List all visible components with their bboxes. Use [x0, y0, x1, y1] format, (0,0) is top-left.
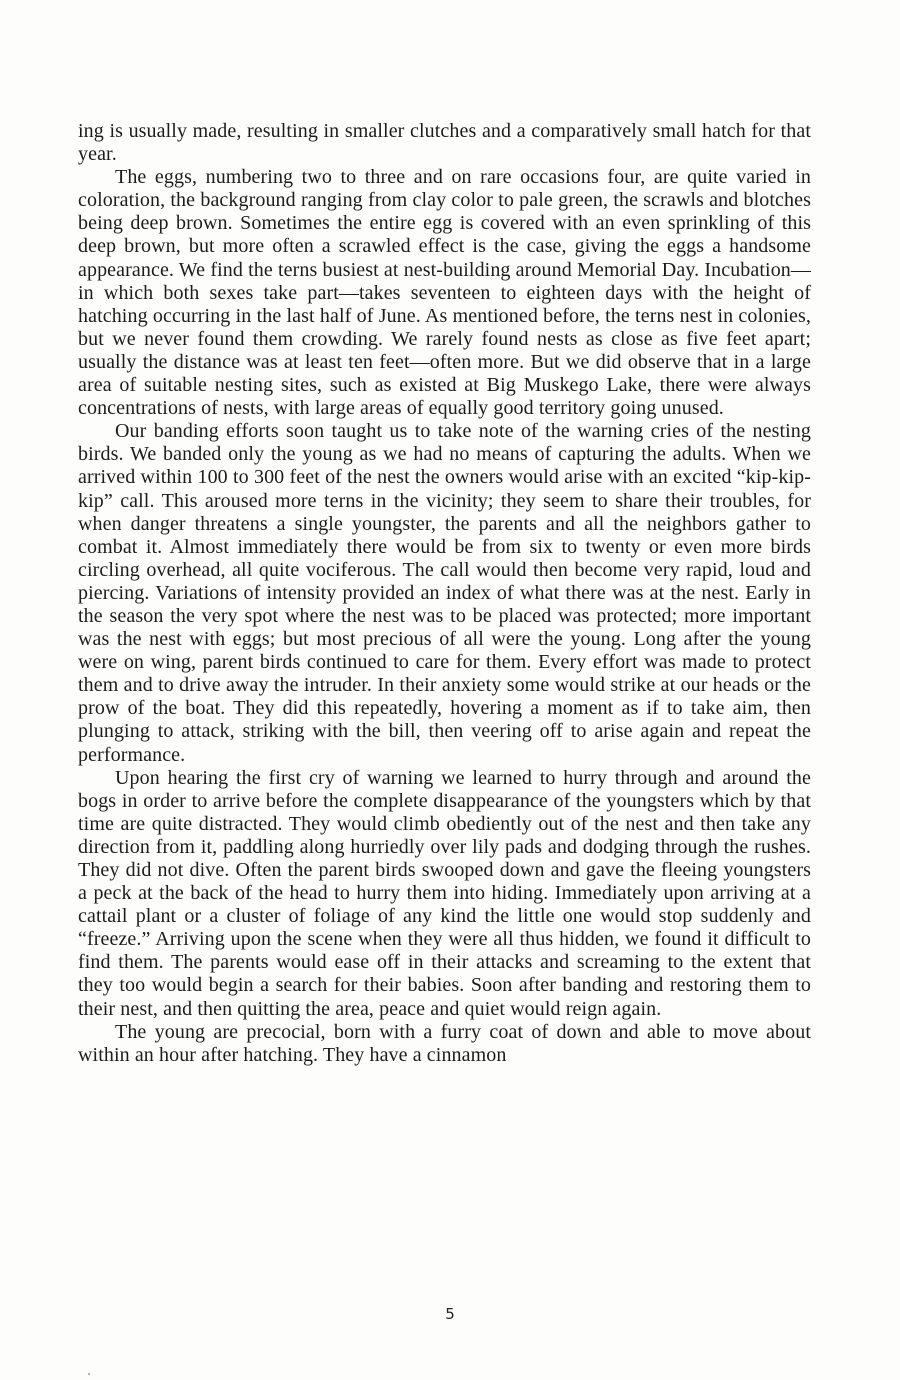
paragraph-continuation: ing is usually made, resulting in smaller clutches and a comparatively small hatch for that year.: [78, 120, 811, 166]
body-text: [78, 120, 811, 1067]
paragraph-eggs: The eggs, numbering two to three and on rare occasions four, are quite varied in coloration, the background ranging from clay color to pale green, the scrawls and blotches being deep brown. Sometimes the entire egg is covered with an even sprinkling of this deep brown, but more often a scrawled effect is the case, giving the eggs a handsome appearance. We find the terns busiest at nest-building around Memorial Day. Incubation—in which both sexes take part—takes seventeen to eighteen days with the height of hatching occurring in the last half of June. As mentioned before, the terns nest in colonies, but we never found them crowding. We rarely found nests as close as five feet apart; usually the distance was at least ten feet—often more. But we did observe that in a large area of suitable nesting sites, such as existed at Big Muskego Lake, there were always concentrations of nests, with large areas of equally good territory going unused.: [78, 166, 811, 420]
paragraph-warning: Upon hearing the first cry of warning we learned to hurry through and around the bogs in order to arrive before the complete disappearance of the youngsters which by that time are quite distracted. They would climb obediently out of the nest and then take any direction from it, paddling along hurriedly over lily pads and dodging through the rushes. They did not dive. Often the parent birds swooped down and gave the fleeing youngsters a peck at the back of the head to hurry them into hiding. Immediately upon arriving at a cattail plant or a cluster of foliage of any kind the little one would stop suddenly and “freeze.” Arriving upon the scene when they were all thus hidden, we found it difficult to find them. The parents would ease off in their attacks and screaming to the extent that they too would begin a search for their babies. Soon after banding and restoring them to their nest, and then quitting the area, peace and quiet would reign again.: [78, 766, 811, 1020]
paper-speck: [88, 1373, 90, 1375]
page-number: 5: [445, 1305, 455, 1323]
paragraph-banding: Our banding efforts soon taught us to take note of the warning cries of the nesting birds. We banded only the young as we had no means of capturing the adults. When we arrived within 100 to 300 feet of the nest the owners would arise with an excited “kip-kip-kip” call. This aroused more terns in the vicinity; they seem to share their troubles, for when danger threatens a single youngster, the parents and all the neighbors gather to combat it. Almost immediately there would be from six to twenty or even more birds circling overhead, all quite vociferous. The call would then become very rapid, loud and piercing. Variations of intensity provided an index of what there was at the nest. Early in the season the very spot where the nest was to be placed was protected; more important was the nest with eggs; but most precious of all were the young. Long after the young were on wing, parent birds continued to care for them. Every effort was made to protect them and to drive away the intruder. In their anxiety some would strike at our heads or the prow of the boat. They did this repeatedly, hovering a moment as if to take aim, then plunging to attack, striking with the bill, then veering off to arise again and repeat the performance.: [78, 420, 811, 766]
paragraph-young: The young are precocial, born with a furry coat of down and able to move about within an hour after hatching. They have a cinnamon: [78, 1020, 811, 1066]
